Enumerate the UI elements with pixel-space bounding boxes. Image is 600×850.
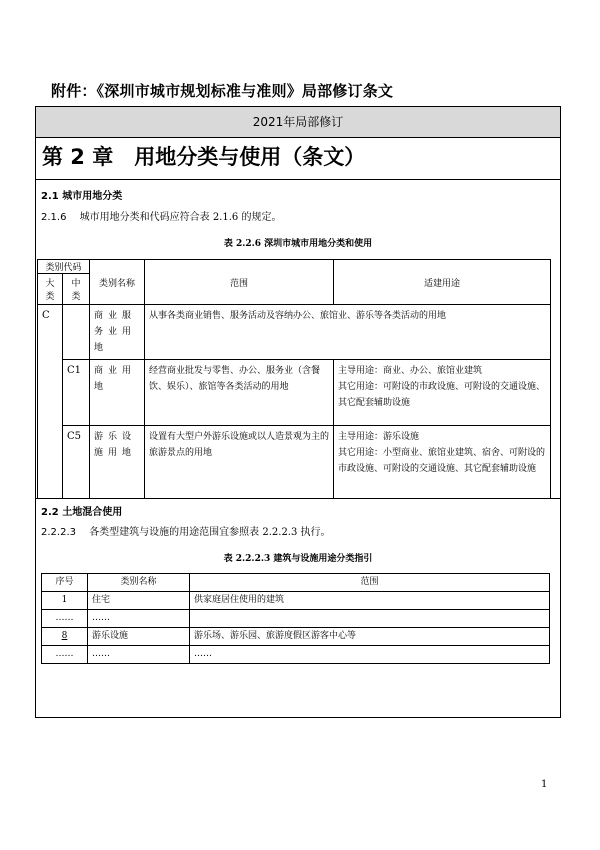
header-name: 类别名称 [88, 574, 190, 592]
main-use-text: 主导用途：商业、办公、旅馆业建筑 [338, 366, 483, 376]
header-major: 大类 [38, 274, 63, 305]
clause-2-1-6 [41, 208, 281, 223]
section-divider [36, 498, 560, 499]
suitable-use-cell [334, 360, 551, 426]
building-use-table [41, 573, 550, 664]
revision-banner: 2021年局部修订 [36, 107, 560, 138]
table-row [38, 305, 551, 360]
row-no-cell: 8 [42, 628, 88, 646]
land-use-table [37, 259, 551, 499]
other-use-text: 其它用途：小型商业、旅馆业建筑、宿舍、可附设的市政设施、可附设的交通设施、其它配套辅助设施 [338, 448, 546, 474]
header-scope: 范围 [190, 574, 550, 592]
row-no-cell: …… [42, 646, 88, 664]
table-row [42, 592, 550, 610]
table-row [38, 360, 551, 426]
main-use-text: 主导用途：游乐设施 [338, 432, 420, 442]
header-scope: 范围 [145, 260, 334, 305]
scope-cell: 设置有大型户外游乐设施或以人造景观为主的旅游景点的用地 [145, 426, 334, 499]
clause-number: 2.2.2.3 [41, 527, 76, 538]
row-no-cell: 1 [42, 592, 88, 610]
table-row [42, 646, 550, 664]
medium-code-cell: C5 [63, 426, 90, 499]
table-row [38, 426, 551, 499]
category-name-cell: 商业用地 [90, 360, 145, 426]
scope-cell: 经营商业批发与零售、办公、服务业（含餐饮、娱乐）、旅馆等各类活动的用地 [145, 360, 334, 426]
header-category-code: 类别代码 [38, 260, 90, 274]
category-name-cell: 游乐设施用地 [90, 426, 145, 499]
row-no-cell: …… [42, 610, 88, 628]
clause-text: 城市用地分类和代码应符合表 2.1.6 的规定。 [79, 212, 282, 223]
table-row [42, 610, 550, 628]
clause-number: 2.1.6 [41, 212, 67, 223]
scope-cell: 从事各类商业销售、服务活动及容纳办公、旅馆业、游乐等各类活动的用地 [145, 305, 551, 360]
other-use-text: 其它用途：可附设的市政设施、可附设的交通设施、其它配套辅助设施 [338, 382, 546, 408]
row-name-cell: …… [88, 610, 190, 628]
table-2-2-6-caption: 表 2.2.6 深圳市城市用地分类和使用 [223, 239, 373, 249]
header-medium: 中类 [63, 274, 90, 305]
major-code-cell: C [38, 305, 63, 499]
category-name-cell: 商业服务业用地 [90, 305, 145, 360]
row-scope-cell: …… [190, 646, 550, 664]
medium-code-cell: C1 [63, 360, 90, 426]
row-name-cell: 游乐设施 [88, 628, 190, 646]
document-heading: 附件：《深圳市城市规划标准与准则》局部修订条文 [51, 82, 394, 100]
header-no: 序号 [42, 574, 88, 592]
section-2-2-title: 2.2 土地混合使用 [41, 507, 123, 518]
row-name-cell: 住宅 [88, 592, 190, 610]
clause-text: 各类型建筑与设施的用途范围宜参照表 2.2.2.3 执行。 [89, 527, 331, 538]
medium-code-cell [63, 305, 90, 360]
amendment-frame [35, 106, 561, 718]
table-2-2-2-3-caption: 表 2.2.2.3 建筑与设施用途分类指引 [223, 554, 373, 564]
row-scope-cell: 供家庭居住使用的建筑 [190, 592, 550, 610]
clause-2-2-2-3 [41, 523, 331, 538]
row-scope-cell: 游乐场、游乐园、旅游度假区游客中心等 [190, 628, 550, 646]
table-row [42, 628, 550, 646]
page-number: 1 [541, 779, 548, 790]
row-name-cell: …… [88, 646, 190, 664]
suitable-use-cell [334, 426, 551, 499]
chapter-divider [36, 179, 560, 180]
header-category-name: 类别名称 [90, 260, 145, 305]
section-2-1-title: 2.1 城市用地分类 [41, 191, 123, 202]
row-scope-cell [190, 610, 550, 628]
header-suitable-use: 适建用途 [334, 260, 551, 305]
chapter-title: 第 2 章 用地分类与使用（条文） [42, 145, 366, 169]
